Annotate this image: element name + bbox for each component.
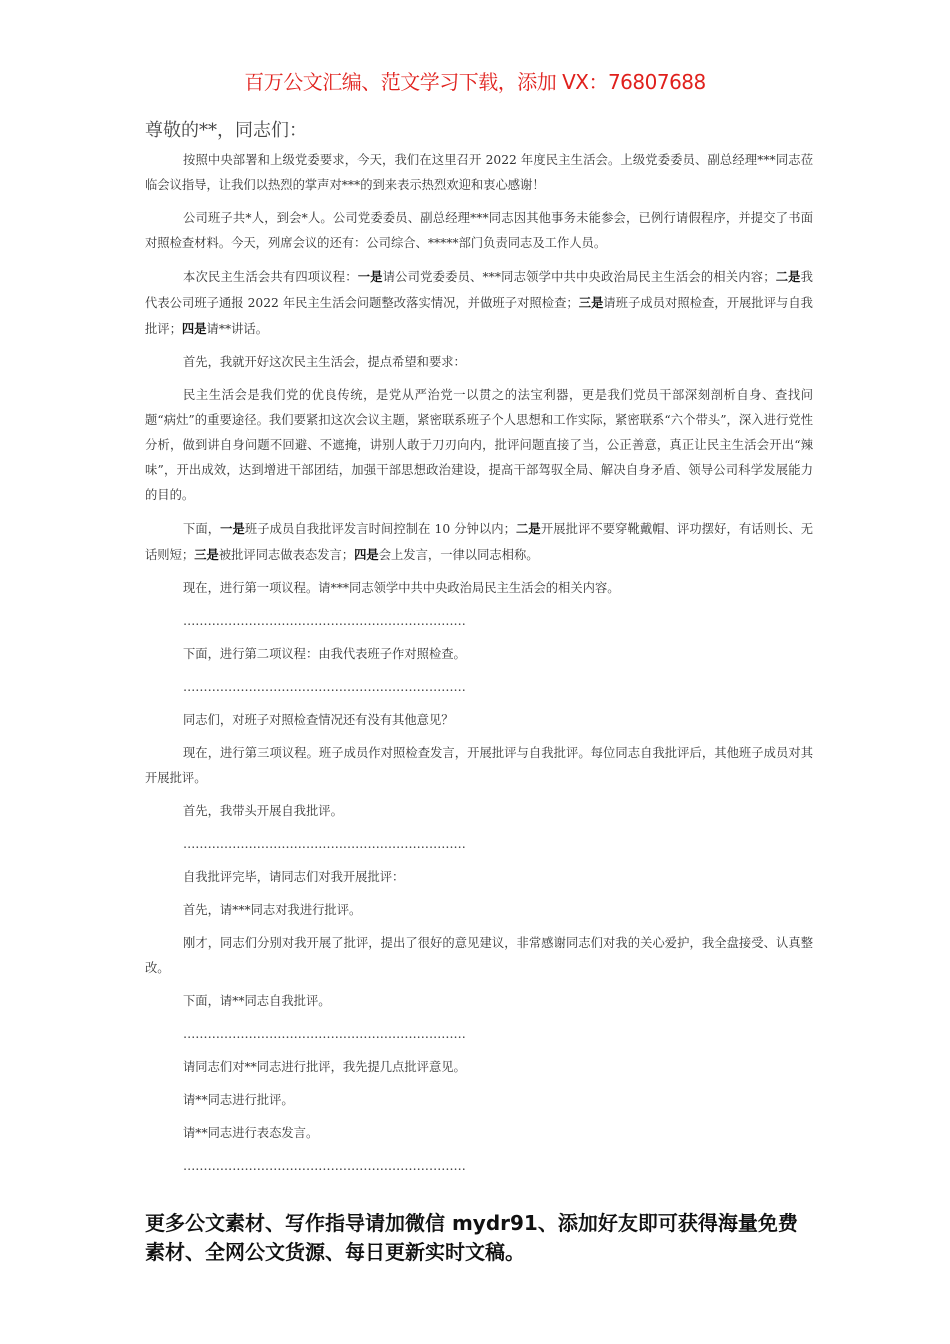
text-run: 自我批评完毕，请同志们对我开展批评： [183,870,405,884]
paragraph [145,989,813,1014]
text-run: 请**讲话。 [206,322,269,336]
footer-promo: 更多公文素材、写作指导请加微信 mydr91、添加好友即可获得海量免费素材、全网公文货源、每日更新实时文稿。 [145,1211,798,1264]
text-run: 请班子成员对照检查，开展批评与自我批评； [145,296,813,336]
paragraph [145,675,813,700]
paragraph [145,383,813,508]
bold-run: 二是 [775,269,801,284]
paragraph [145,741,813,791]
text-run: 下面，请**同志自我批评。 [183,994,331,1008]
document-body [145,148,813,1187]
paragraph [145,609,813,634]
text-run: …………………………………………………………… [183,1027,466,1041]
text-run: 首先，我就开好这次民主生活会，提点希望和要求： [183,355,466,369]
paragraph [145,1055,813,1080]
text-run: 会上发言，一律以同志相称。 [378,548,539,562]
paragraph [145,799,813,824]
paragraph [145,1088,813,1113]
paragraph [145,931,813,981]
text-run: 首先，请***同志对我进行批评。 [183,903,362,917]
text-run: 现在，进行第三项议程。班子成员作对照检查发言，开展批评与自我批评。每位同志自我批评后，其他班子成员对其开展批评。 [145,746,813,785]
paragraph [145,708,813,733]
text-run: …………………………………………………………… [183,837,466,851]
paragraph [145,350,813,375]
text-run: 被批评同志做表态发言； [218,548,355,562]
paragraph [145,264,813,342]
text-run: 请同志们对**同志进行批评，我先提几点批评意见。 [183,1060,466,1074]
text-run: …………………………………………………………… [183,1159,466,1173]
bold-run: 三是 [194,547,219,562]
text-run: 请**同志进行表态发言。 [183,1126,319,1140]
bold-run: 四是 [181,321,207,336]
paragraph [145,832,813,857]
salutation: 尊敬的**，同志们： [145,120,307,141]
bold-run: 一是 [220,521,245,536]
text-run: 下面， [183,522,221,536]
paragraph [145,1121,813,1146]
bold-run: 四是 [354,547,379,562]
text-run: 同志们，对班子对照检查情况还有没有其他意见？ [183,713,454,727]
text-run: 开展批评不要穿靴戴帽、评功摆好，有话则长、无话则短； [145,522,813,562]
text-run: …………………………………………………………… [183,680,466,694]
text-run: 本次民主生活会共有四项议程： [183,270,358,284]
bold-run: 三是 [578,295,604,310]
text-run: 我代表公司班子通报 2022 年民主生活会问题整改落实情况，并做班子对照检查； [145,270,813,310]
text-run: 公司班子共*人，到会*人。公司党委委员、副总经理***同志因其他事务未能参会，已例行请假程序，并提交了书面对照检查材料。今天，列席会议的还有：公司综合、*****部门负责同志及工作人员。 [145,211,813,250]
text-run: 民主生活会是我们党的优良传统，是党从严治党一以贯之的法宝利器，更是我们党员干部深刻剖析自身、查找问题“病灶”的重要途径。我们要紧扣这次会议主题，紧密联系班子个人思想和工作实际，紧密联系“六个带头”，深入进行党性分析，做到讲自身问题不回避、不遮掩，讲别人敢于刀刃向内，批评问题直接了当，公正善意，真正让民主生活会开出“辣味”，开出成效，达到增进干部团结，加强干部思想政治建设，提高干部驾驭全局、解决自身矛盾、领导公司科学发展能力的目的。 [145,388,813,502]
paragraph [145,865,813,890]
text-run: 请**同志进行批评。 [183,1093,294,1107]
paragraph [145,1022,813,1047]
paragraph [145,206,813,256]
text-run: …………………………………………………………… [183,614,466,628]
promo-banner: 百万公文汇编、范文学习下载，添加 VX：76807688 [244,70,706,94]
paragraph [145,576,813,601]
paragraph [145,898,813,923]
text-run: 按照中央部署和上级党委要求，今天，我们在这里召开 2022 年度民主生活会。上级党委委员、副总经理***同志莅临会议指导，让我们以热烈的掌声对***的到来表示热烈欢迎和衷心感谢！ [145,153,813,192]
paragraph [145,516,813,568]
text-run: 下面，进行第二项议程：由我代表班子作对照检查。 [183,647,466,661]
text-run: 现在，进行第一项议程。请***同志领学中共中央政治局民主生活会的相关内容。 [183,581,620,595]
text-run: 请公司党委委员、***同志领学中共中央政治局民主生活会的相关内容； [382,270,776,284]
text-run: 班子成员自我批评发言时间控制在 10 分钟以内； [244,522,516,536]
text-run: 首先，我带头开展自我批评。 [183,804,343,818]
bold-run: 二是 [515,521,541,536]
text-run: 刚才，同志们分别对我开展了批评，提出了很好的意见建议，非常感谢同志们对我的关心爱护，我全盘接受、认真整改。 [145,936,813,975]
paragraph [145,642,813,667]
paragraph [145,1154,813,1179]
bold-run: 一是 [357,269,383,284]
paragraph [145,148,813,198]
